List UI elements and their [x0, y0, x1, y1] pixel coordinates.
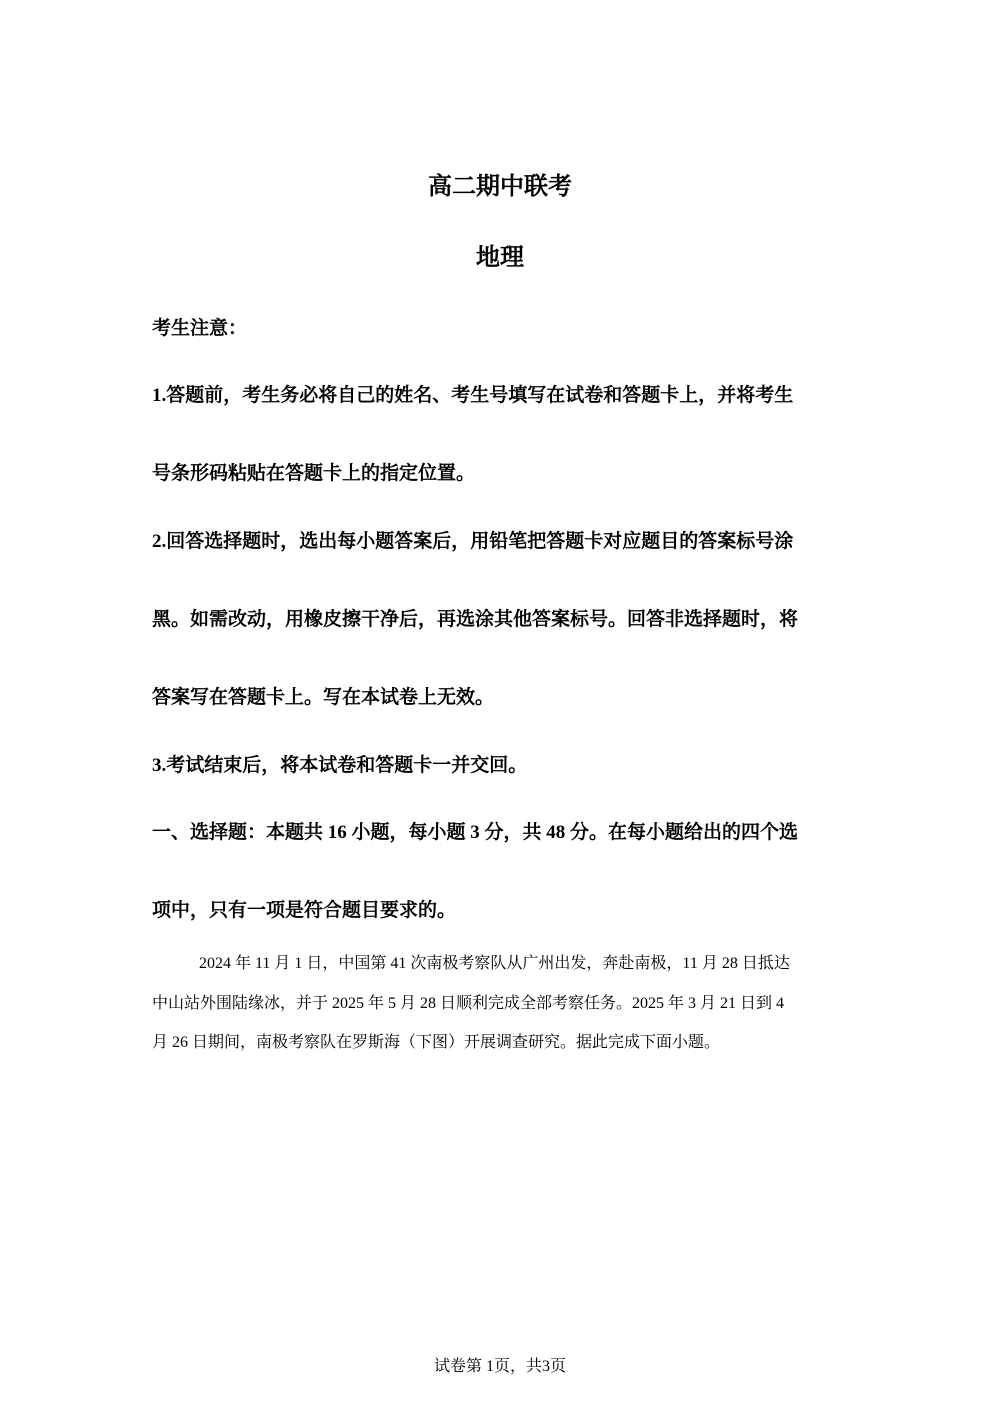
- notice-item-1-line-2: 号条形码粘贴在答题卡上的指定位置。: [152, 463, 476, 484]
- page-number-footer: 试卷第 1页，共3页: [433, 1358, 566, 1375]
- notice-item-2-line-2: 黑。如需改动，用橡皮擦干净后，再选涂其他答案标号。回答非选择题时，将: [152, 609, 799, 630]
- passage-line-3: 月 26 日期间，南极考察队在罗斯海（下图）开展调查研究。据此完成下面小题。: [152, 1034, 721, 1051]
- exam-title: 高二期中联考: [428, 172, 572, 200]
- notice-item-3: 3.考试结束后，将本试卷和答题卡一并交回。: [152, 755, 528, 776]
- passage-line-1: 2024 年 11 月 1 日，中国第 41 次南极考察队从广州出发，奔赴南极，11 月 28 日抵达: [199, 955, 790, 972]
- notice-item-2-line-1: 2.回答选择题时，选出每小题答案后，用铅笔把答题卡对应题目的答案标号涂: [152, 531, 794, 552]
- notice-heading: 考生注意：: [152, 318, 248, 339]
- section-1-instructions-line-2: 项中，只有一项是符合题目要求的。: [152, 900, 457, 921]
- notice-item-2-line-3: 答案写在答题卡上。写在本试卷上无效。: [152, 687, 495, 708]
- subject-title: 地理: [476, 243, 524, 271]
- notice-item-1-line-1: 1.答题前，考生务必将自己的姓名、考生号填写在试卷和答题卡上，并将考生: [152, 385, 794, 406]
- section-1-instructions-line-1: 一、选择题：本题共 16 小题，每小题 3 分，共 48 分。在每小题给出的四个选: [152, 822, 799, 843]
- passage-line-2: 中山站外围陆缘冰，并于 2025 年 5 月 28 日顺利完成全部考察任务。2025 年 3 月 21 日到 4: [152, 995, 785, 1012]
